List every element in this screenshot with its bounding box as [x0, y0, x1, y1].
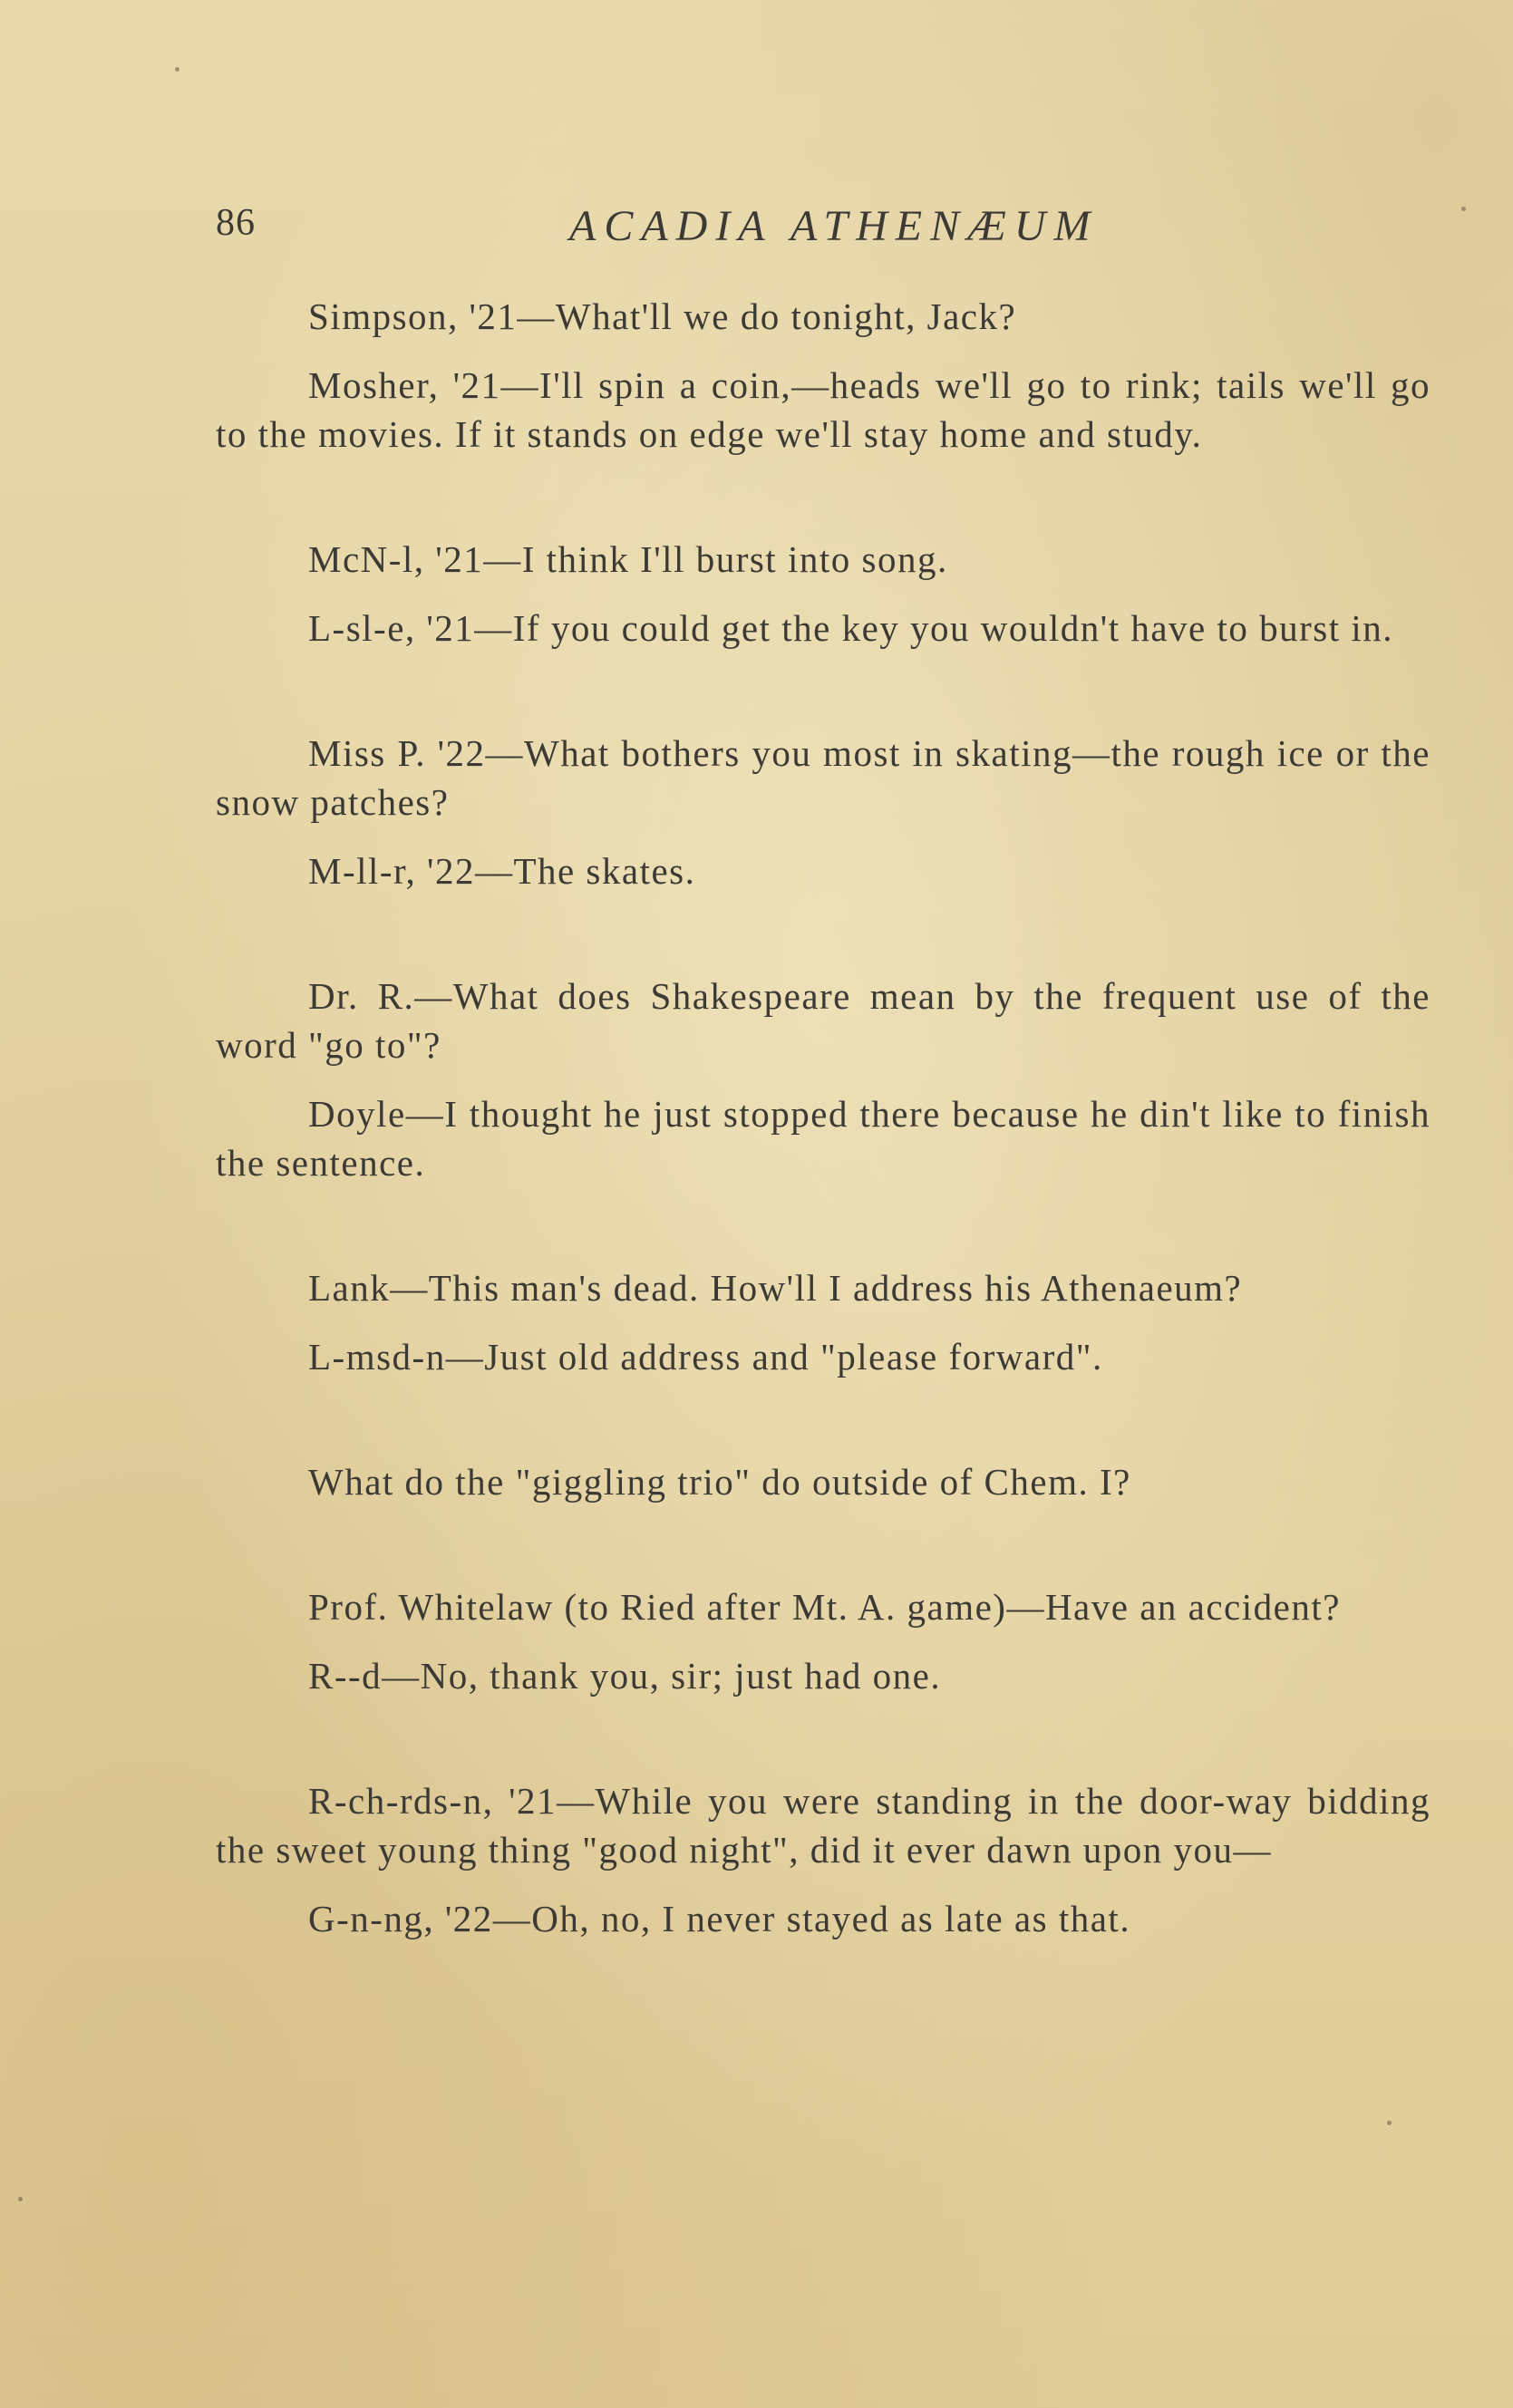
paragraph: McN-l, '21—I think I'll burst into song.	[308, 538, 948, 580]
paper-speck	[1387, 2121, 1392, 2125]
paragraph: Doyle—I thought he just stopped there because he din't like to finish the sentence.	[216, 1093, 1431, 1184]
page-header	[216, 201, 1431, 256]
paragraph: Miss P. '22—What bothers you most in skating—the rough ice or the snow patches?	[216, 732, 1431, 823]
paragraph: What do the "giggling trio" do outside of Chem. I?	[308, 1461, 1131, 1503]
paragraph: Simpson, '21—What'll we do tonight, Jack?	[308, 295, 1017, 337]
page-content	[216, 292, 1431, 1943]
running-head: ACADIA ATHENÆUM	[569, 202, 1099, 250]
paper-speck	[175, 67, 179, 72]
paragraph: Lank—This man's dead. How'll I address his Athenaeum?	[308, 1267, 1243, 1309]
paragraph: L-msd-n—Just old address and "please forward".	[308, 1336, 1103, 1378]
paragraph: Dr. R.—What does Shakespeare mean by the frequent use of the word "go to"?	[216, 975, 1431, 1066]
paper-speck	[1461, 207, 1466, 211]
paragraph: R-ch-rds-n, '21—While you were standing in the door-way bidding the sweet young thing "good night", did it ever dawn upon you—	[216, 1780, 1431, 1871]
paragraph: G-n-ng, '22—Oh, no, I never stayed as late as that.	[308, 1898, 1131, 1939]
paper-speck	[18, 2197, 23, 2201]
page-number: 86	[216, 202, 256, 244]
paragraph: L-sl-e, '21—If you could get the key you wouldn't have to burst in.	[308, 607, 1394, 649]
paragraph: R--d—No, thank you, sir; just had one.	[308, 1655, 942, 1697]
paragraph: Prof. Whitelaw (to Ried after Mt. A. game)—Have an accident?	[308, 1586, 1341, 1628]
paragraph: Mosher, '21—I'll spin a coin,—heads we'll go to rink; tails we'll go to the movies. If it stands on edge we'll stay home and study.	[216, 364, 1431, 455]
paragraph: M-ll-r, '22—The skates.	[308, 850, 696, 892]
